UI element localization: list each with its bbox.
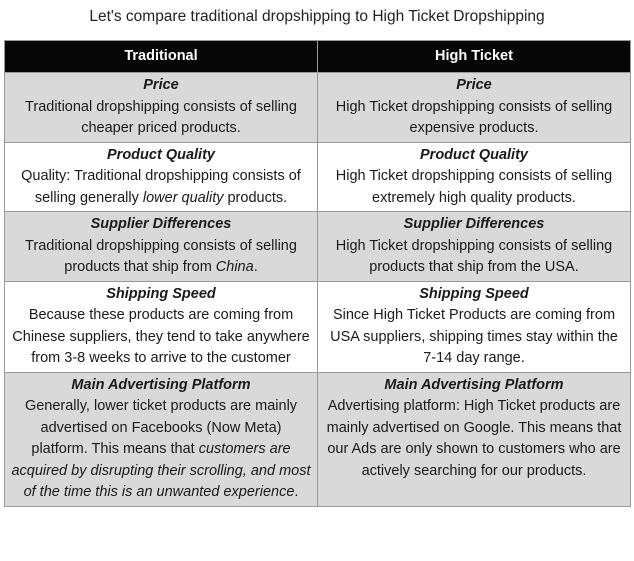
page-title: Let's compare traditional dropshipping to High Ticket Dropshipping — [89, 8, 545, 25]
cell-text — [11, 236, 311, 279]
comparison-row — [5, 281, 631, 372]
text-segment: Advertising platform: High Ticket products are mainly advertised on Google. This means that our Ads are only shown to customers who are actively searching for our products. — [326, 398, 622, 479]
cell-heading: Main Advertising Platform — [384, 376, 564, 393]
cell-heading: Product Quality — [420, 146, 528, 163]
column-header-high-ticket: High Ticket — [318, 41, 631, 73]
high-ticket-cell — [318, 281, 631, 372]
traditional-cell — [5, 73, 318, 143]
text-segment: . — [253, 259, 258, 275]
emphasized-text: customers are acquired by disrupting their scrolling, and most of the time this is an unwanted experience — [11, 441, 311, 500]
cell-text — [11, 305, 311, 370]
text-segment: High Ticket dropshipping consists of selling expensive products. — [335, 98, 613, 136]
cell-text — [324, 396, 624, 482]
cell-text — [11, 97, 311, 140]
cell-text — [324, 97, 624, 140]
cell-heading: Price — [143, 77, 179, 93]
text-segment: Because these products are coming from Chinese suppliers, they tend to take anywhere from 3-8 weeks to arrive to the customer — [12, 307, 310, 366]
cell-heading: Shipping Speed — [106, 285, 216, 302]
text-segment: High Ticket dropshipping consists of selling products that ship from the USA. — [335, 237, 613, 275]
cell-heading: Main Advertising Platform — [71, 376, 251, 393]
traditional-cell — [5, 212, 318, 282]
text-segment: Quality: Traditional dropshipping consists of selling generally — [21, 168, 301, 206]
cell-text — [324, 166, 624, 209]
high-ticket-cell — [318, 212, 631, 282]
cell-heading: Shipping Speed — [419, 285, 529, 302]
text-segment: Traditional dropshipping consists of selling products that ship from — [25, 237, 297, 275]
text-segment: Since High Ticket Products are coming from USA suppliers, shipping times stay within the 7-14 day range. — [330, 307, 618, 366]
high-ticket-cell — [318, 372, 631, 506]
cell-heading: Supplier Differences — [403, 216, 545, 232]
comparison-row — [5, 372, 631, 506]
comparison-row — [5, 73, 631, 143]
text-segment: products. — [223, 189, 288, 206]
comparison-rows — [5, 73, 631, 507]
traditional-cell — [5, 372, 318, 506]
high-ticket-cell — [318, 142, 631, 212]
text-segment: Generally, lower ticket products are mainly advertised on Facebooks (Now Meta) platform. This means that — [24, 398, 298, 457]
traditional-cell — [5, 142, 318, 212]
comparison-row — [5, 212, 631, 282]
comparison-row — [5, 142, 631, 212]
traditional-cell — [5, 281, 318, 372]
cell-text — [11, 166, 311, 209]
text-segment: . — [294, 484, 299, 500]
high-ticket-cell — [318, 73, 631, 143]
cell-heading: Product Quality — [107, 146, 215, 163]
emphasized-text: lower quality — [142, 189, 224, 206]
cell-text — [11, 396, 311, 504]
text-segment: Traditional dropshipping consists of selling cheaper priced products. — [25, 98, 297, 136]
cell-text — [324, 305, 624, 370]
cell-text — [324, 236, 624, 279]
cell-heading: Price — [456, 77, 492, 93]
column-header-traditional: Traditional — [5, 41, 318, 73]
header-row — [5, 41, 631, 73]
cell-heading: Supplier Differences — [90, 216, 232, 232]
emphasized-text: China — [215, 259, 254, 275]
comparison-table — [4, 40, 631, 507]
text-segment: High Ticket dropshipping consists of selling extremely high quality products. — [335, 168, 613, 206]
